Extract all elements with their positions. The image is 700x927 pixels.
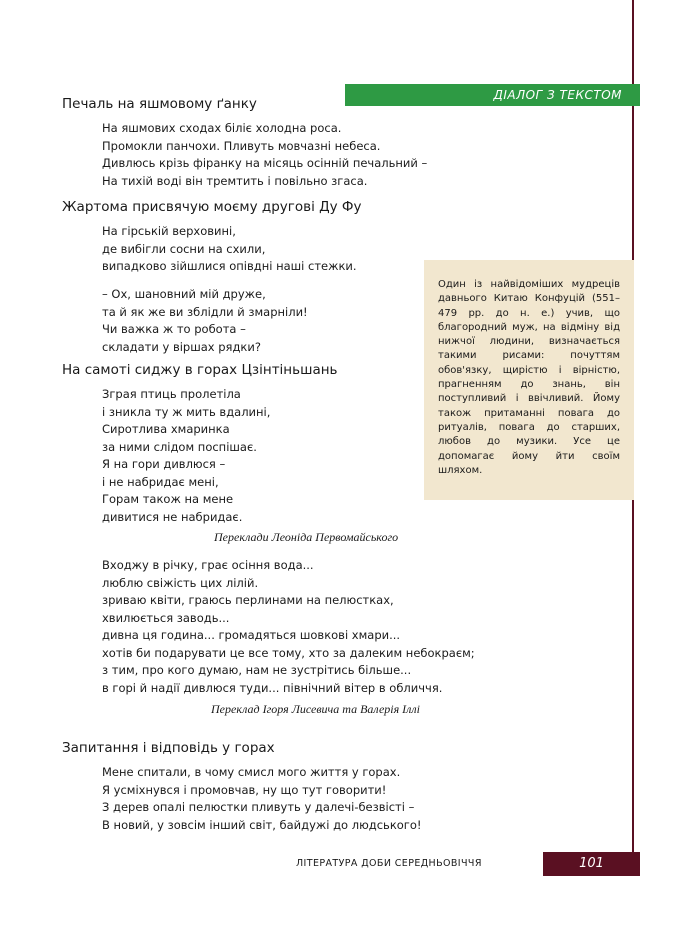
- poem-line: хотів би подарувати це все тому, хто за далеким небокраєм;: [102, 645, 475, 660]
- poem-line: Входжу в річку, грає осіння вода...: [102, 558, 314, 572]
- poem-line: де вибігли сосни на схили,: [102, 241, 266, 256]
- poem-line: і зникла ту ж мить вдалині,: [102, 404, 271, 419]
- poem-body: [102, 120, 427, 190]
- poem-line: На тихій воді він тремтить і повільно згаса.: [102, 173, 368, 188]
- poem-line: з тим, про кого думаю, нам не зустрітись більше...: [102, 663, 412, 677]
- page-number: 101: [543, 852, 640, 876]
- poem-line: З дерев опалі пелюстки пливуть у далечі-безвісті –: [102, 800, 415, 814]
- poem-line: за ними слідом поспішає.: [102, 439, 257, 454]
- poem-title: На самоті сиджу в горах Цзінтіньшань: [62, 362, 338, 378]
- poem-line: Чи важка ж то робота –: [102, 322, 246, 336]
- poem-line: Дивлюсь крізь фіранку на місяць осінній печальний –: [102, 156, 428, 170]
- poem-line: дивна ця година... громадяться шовкові хмари...: [102, 628, 401, 642]
- poem-body: [102, 223, 357, 276]
- poem-line: Горам також на мене: [102, 492, 234, 506]
- footer-section-title: ЛІТЕРАТУРА ДОБИ СЕРЕДНЬОВІЧЧЯ: [296, 858, 482, 869]
- poem-line: На яшмових сходах біліє холодна роса.: [102, 121, 342, 135]
- poem-line: Зграя птиць пролетіла: [102, 387, 241, 401]
- poem-line: випадково зійшлися опівдні наші стежки.: [102, 259, 357, 273]
- poem-line: – Ох, шановний мій друже,: [102, 287, 266, 301]
- poem-line: Промокли панчохи. Пливуть мовчазні небеса.: [102, 138, 381, 153]
- sidebar-note: [424, 260, 634, 500]
- translator-credit: Переклад Ігоря Лисевича та Валерія Іллі: [211, 702, 420, 716]
- poem-line: складати у віршах рядки?: [102, 339, 261, 354]
- poem-line: люблю свіжість цих лілій.: [102, 575, 259, 590]
- poem-line: Мене спитали, в чому смисл мого життя у горах.: [102, 765, 401, 779]
- poem-body: [102, 386, 270, 526]
- poem-title: Печаль на яшмовому ґанку: [62, 96, 257, 112]
- poem-body: [102, 557, 475, 697]
- poem-line: Сиротлива хмаринка: [102, 422, 230, 436]
- poem-line: дивитися не набридає.: [102, 509, 243, 524]
- poem-line: В новий, у зовсім інший світ, байдужі до людського!: [102, 817, 422, 832]
- translator-credit: Переклади Леоніда Первомайського: [214, 530, 399, 544]
- poem-body: [102, 764, 422, 834]
- poem-line: Я на гори дивлюся –: [102, 457, 226, 471]
- poem-line: в горі й надії дивлюся туди... північний вітер в обличчя.: [102, 680, 443, 695]
- poem-line: Я усміхнувся і промовчав, ну що тут говорити!: [102, 782, 387, 797]
- poem-title: Жартома присвячую моєму другові Ду Фу: [62, 199, 362, 215]
- poem-line: хвилюється заводь...: [102, 610, 230, 625]
- poem-body: [102, 286, 308, 356]
- note-text: Один із найвідоміших мудреців давнього Китаю Конфуцій (551–479 рр. до н. е.) учив, що благородний муж, на відміну від нижчої людини, визначається такими рисами: почуттям обов'язку, щирістю і вірністю, прагненням до знань, він поступливий і ввічливий. Йому також притаманні повага до ритуалів, повага до старших, любов до музики. Усе це допомагає йому йти своїм шляхом.: [438, 279, 620, 476]
- section-tag: ДІАЛОГ З ТЕКСТОМ: [345, 84, 640, 106]
- poem-title: Запитання і відповідь у горах: [62, 740, 275, 756]
- poem-line: На гірській верховині,: [102, 224, 236, 238]
- poem-line: та й як же ви зблідли й змарніли!: [102, 304, 308, 319]
- poem-line: зриваю квіти, граюсь перлинами на пелюстках,: [102, 593, 394, 607]
- poem-line: і не набридає мені,: [102, 474, 219, 489]
